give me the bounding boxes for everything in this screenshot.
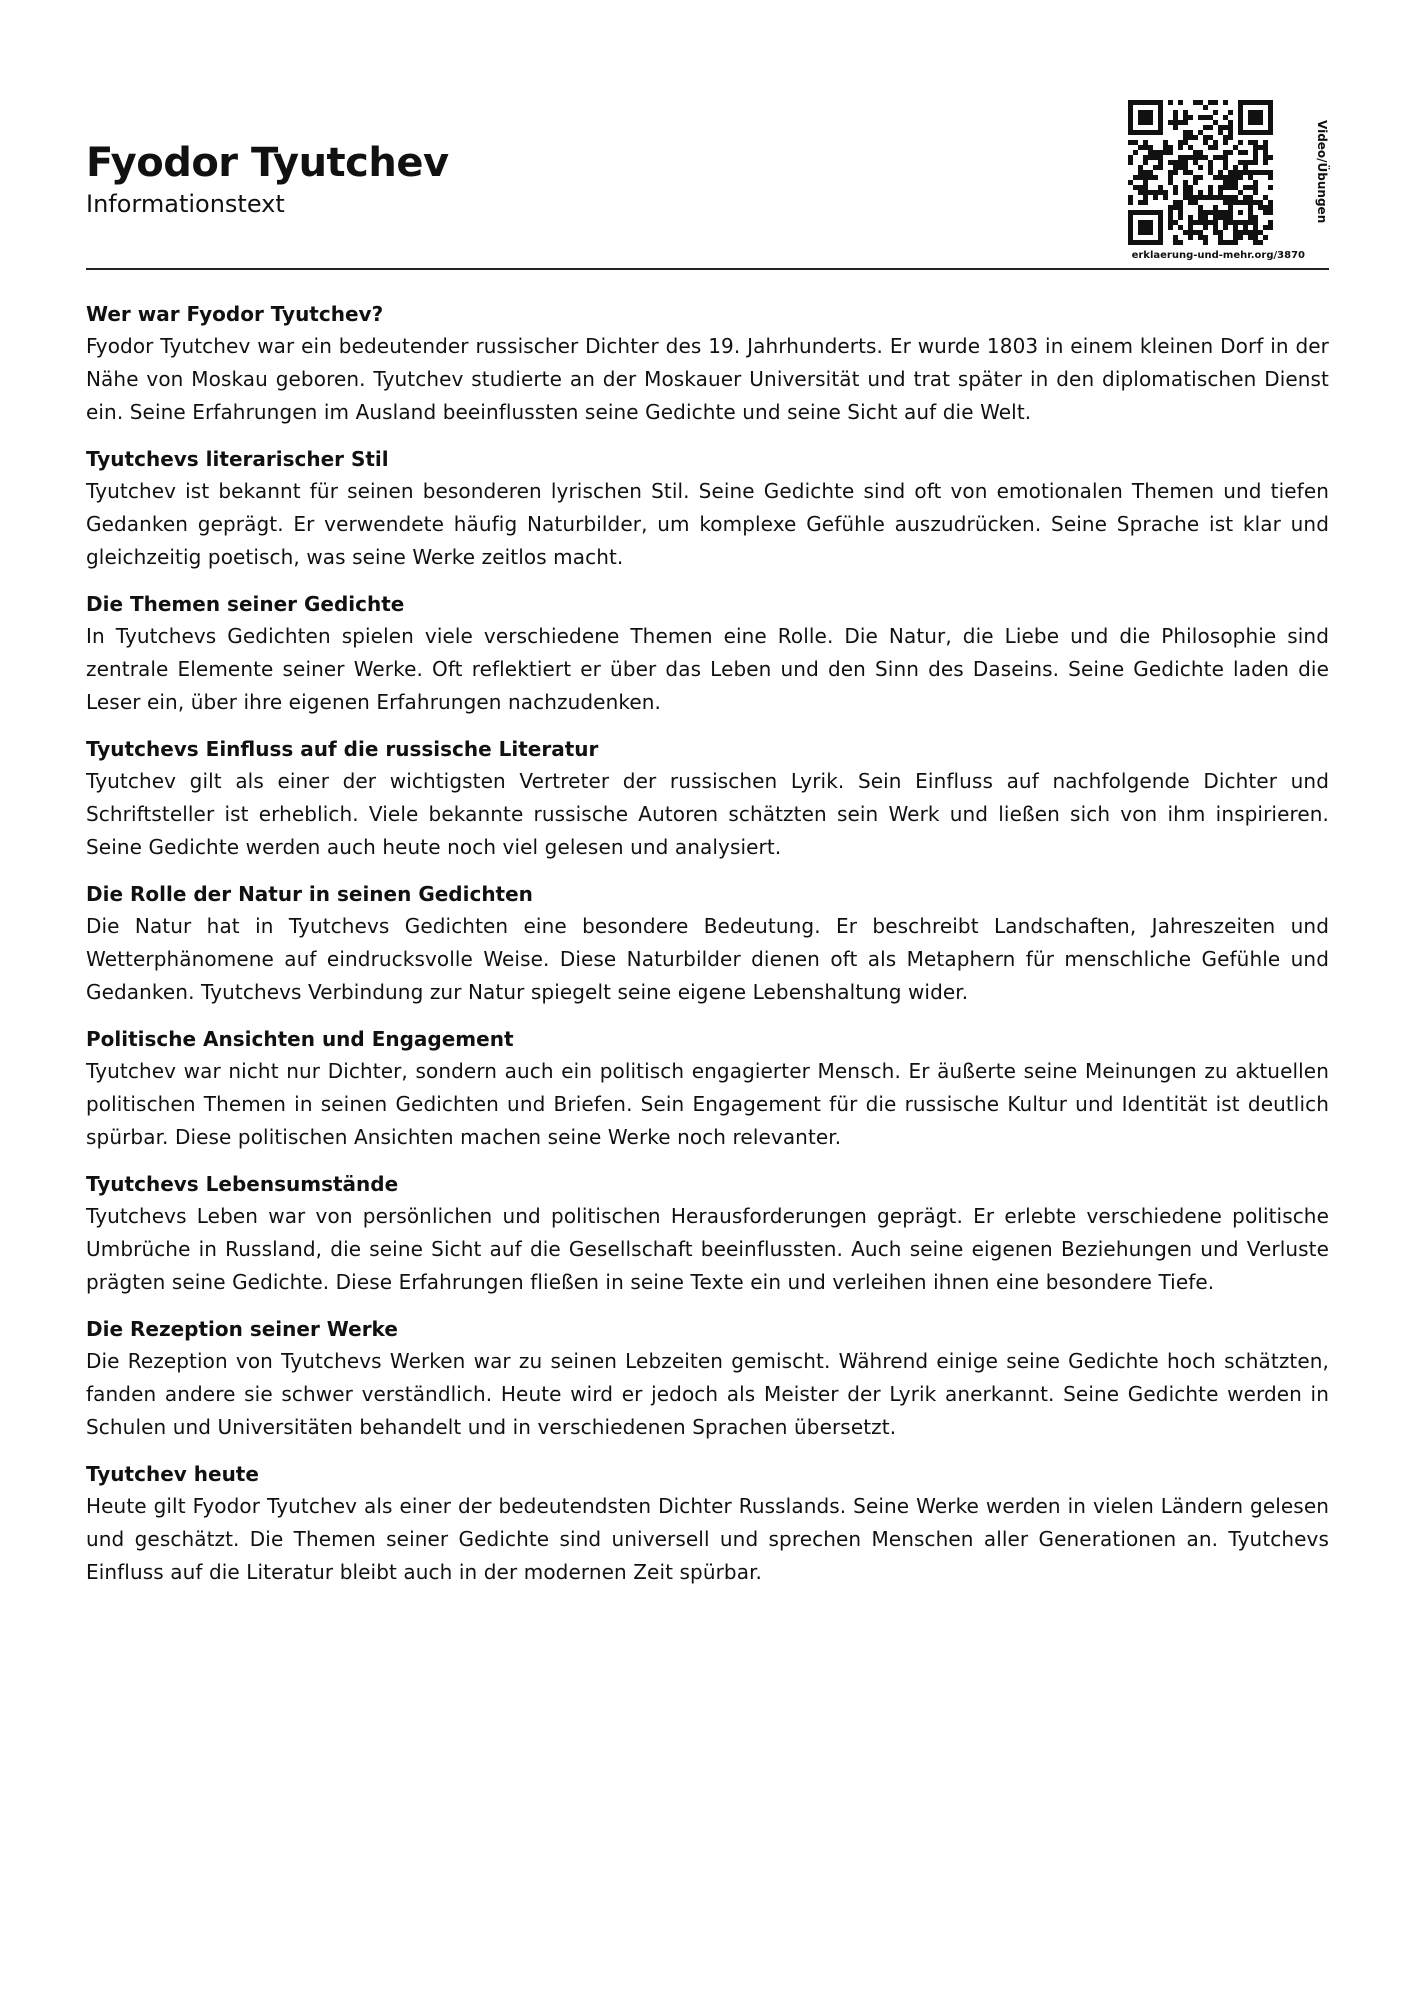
section-text: In Tyutchevs Gedichten spielen viele verschiedene Themen eine Rolle. Die Natur, die Liebe und die Philosophie sind zentrale Elemente seiner Werke. Oft reflektiert er über das Leben und den Sinn des Daseins. Seine Gedichte laden die Leser ein, über ihre eigenen Erfahrungen nachzudenken. bbox=[86, 624, 1329, 714]
qr-code[interactable] bbox=[1128, 100, 1273, 245]
page-title: Fyodor Tyutchev bbox=[86, 140, 449, 186]
section-themes bbox=[86, 588, 1329, 719]
page-header bbox=[86, 100, 1329, 270]
article-body bbox=[86, 298, 1329, 1603]
section-heading: Tyutchevs literarischer Stil bbox=[86, 447, 389, 471]
section-text: Tyutchev gilt als einer der wichtigsten Vertreter der russischen Lyrik. Sein Einfluss auf nachfolgende Dichter und Schriftsteller ist erheblich. Viele bekannte russische Autoren schätzten sein Werk und ließen sich von ihm inspirieren. Seine Gedichte werden auch heute noch viel gelesen und analysiert. bbox=[86, 769, 1329, 859]
section-politics bbox=[86, 1023, 1329, 1154]
section-text: Fyodor Tyutchev war ein bedeutender russischer Dichter des 19. Jahrhunderts. Er wurde 1803 in einem kleinen Dorf in der Nähe von Moskau geboren. Tyutchev studierte an der Moskauer Universität und trat später in den diplomatischen Dienst ein. Seine Erfahrungen im Ausland beeinflussten seine Gedichte und seine Sicht auf die Welt. bbox=[86, 334, 1329, 424]
section-style bbox=[86, 443, 1329, 574]
header-divider bbox=[86, 268, 1329, 270]
section-heading: Tyutchevs Einfluss auf die russische Literatur bbox=[86, 737, 599, 761]
qr-code-icon bbox=[1128, 100, 1273, 245]
section-text: Tyutchev ist bekannt für seinen besonderen lyrischen Stil. Seine Gedichte sind oft von emotionalen Themen und tiefen Gedanken geprägt. Er verwendete häufig Naturbilder, um komplexe Gefühle auszudrücken. Seine Sprache ist klar und gleichzeitig poetisch, was seine Werke zeitlos macht. bbox=[86, 479, 1329, 569]
section-today bbox=[86, 1458, 1329, 1589]
video-exercises-label: Video/Übungen bbox=[1315, 120, 1329, 224]
section-heading: Tyutchev heute bbox=[86, 1462, 259, 1486]
section-life bbox=[86, 1168, 1329, 1299]
section-text: Tyutchev war nicht nur Dichter, sondern auch ein politisch engagierter Mensch. Er äußerte seine Meinungen zu aktuellen politischen Themen in seinen Gedichten und Briefen. Sein Engagement für die russische Kultur und Identität ist deutlich spürbar. Diese politischen Ansichten machen seine Werke noch relevanter. bbox=[86, 1059, 1329, 1149]
section-text: Tyutchevs Leben war von persönlichen und politischen Herausforderungen geprägt. Er erlebte verschiedene politische Umbrüche in Russland, die seine Sicht auf die Gesellschaft beeinflussten. Auch seine eigenen Beziehungen und Verluste prägten seine Gedichte. Diese Erfahrungen fließen in seine Texte ein und verleihen ihnen eine besondere Tiefe. bbox=[86, 1204, 1329, 1294]
section-heading: Die Rolle der Natur in seinen Gedichten bbox=[86, 882, 533, 906]
source-url[interactable]: erklaerung-und-mehr.org/3870 bbox=[1131, 250, 1305, 261]
section-heading: Die Themen seiner Gedichte bbox=[86, 592, 405, 616]
section-text: Heute gilt Fyodor Tyutchev als einer der bedeutendsten Dichter Russlands. Seine Werke werden in vielen Ländern gelesen und geschätzt. Die Themen seiner Gedichte sind universell und sprechen Menschen aller Generationen an. Tyutchevs Einfluss auf die Literatur bleibt auch in der modernen Zeit spürbar. bbox=[86, 1494, 1329, 1584]
section-who bbox=[86, 298, 1329, 429]
section-influence bbox=[86, 733, 1329, 864]
section-text: Die Rezeption von Tyutchevs Werken war zu seinen Lebzeiten gemischt. Während einige seine Gedichte hoch schätzten, fanden andere sie schwer verständlich. Heute wird er jedoch als Meister der Lyrik anerkannt. Seine Gedichte werden in Schulen und Universitäten behandelt und in verschiedenen Sprachen übersetzt. bbox=[86, 1349, 1329, 1439]
section-nature bbox=[86, 878, 1329, 1009]
section-reception bbox=[86, 1313, 1329, 1444]
section-heading: Tyutchevs Lebensumstände bbox=[86, 1172, 399, 1196]
section-heading: Wer war Fyodor Tyutchev? bbox=[86, 302, 384, 326]
section-heading: Politische Ansichten und Engagement bbox=[86, 1027, 514, 1051]
section-text: Die Natur hat in Tyutchevs Gedichten eine besondere Bedeutung. Er beschreibt Landschaften, Jahreszeiten und Wetterphänomene auf eindrucksvolle Weise. Diese Naturbilder dienen oft als Metaphern für menschliche Gefühle und Gedanken. Tyutchevs Verbindung zur Natur spiegelt seine eigene Lebenshaltung wider. bbox=[86, 914, 1329, 1004]
section-heading: Die Rezeption seiner Werke bbox=[86, 1317, 398, 1341]
page-subtitle: Informationstext bbox=[86, 190, 285, 218]
